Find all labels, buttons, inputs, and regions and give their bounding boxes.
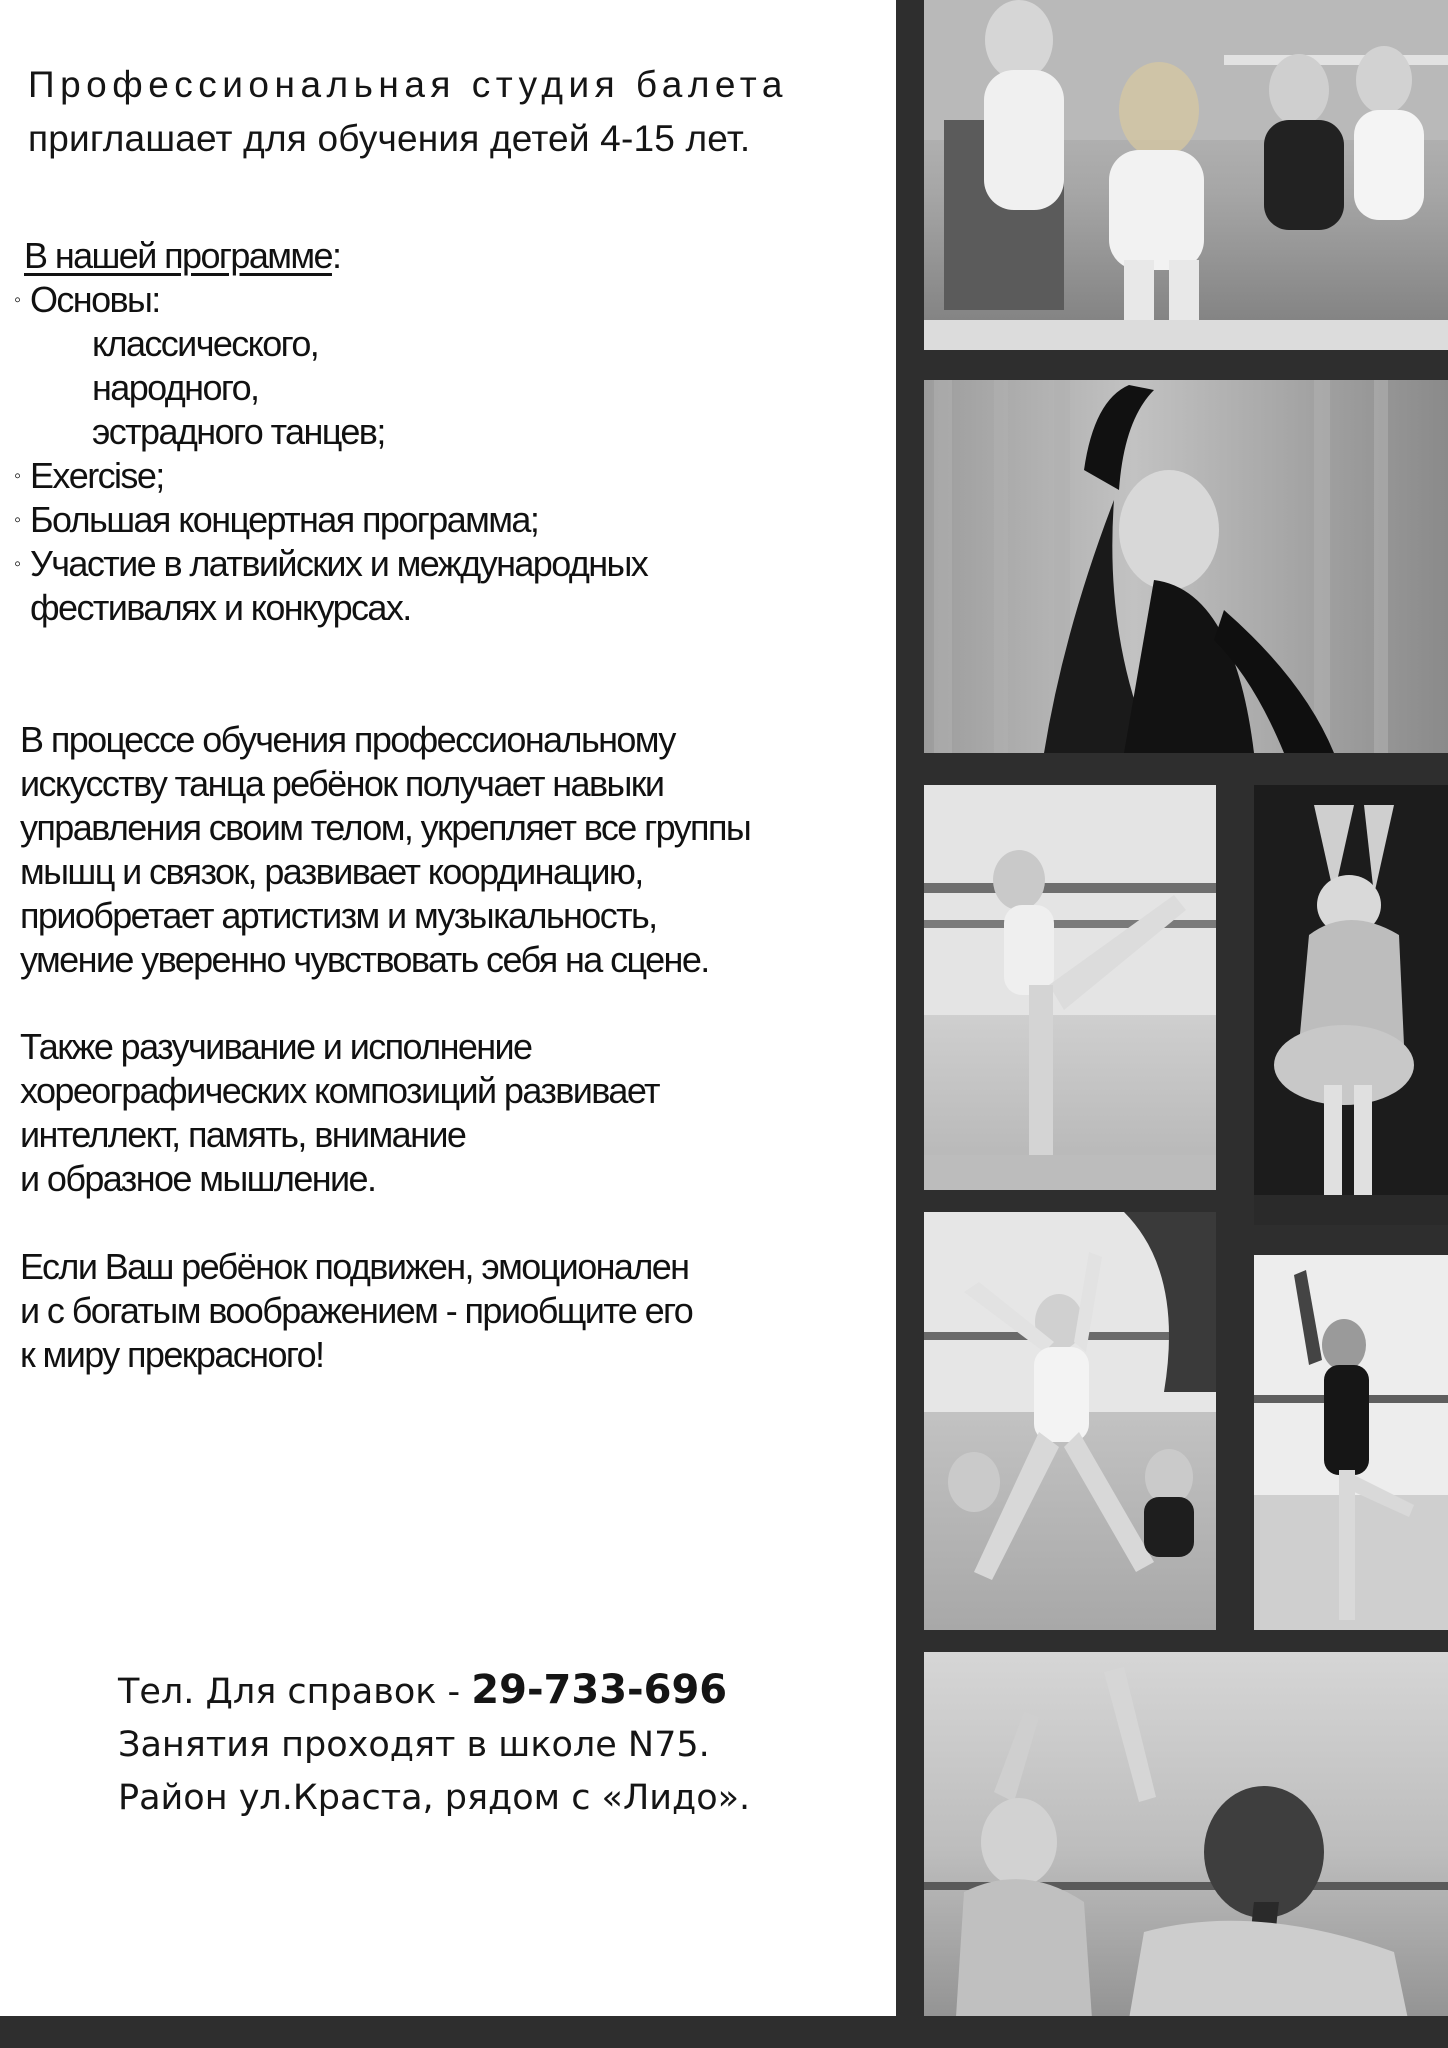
paragraph-line: искусству танца ребёнок получает навыки xyxy=(20,763,664,804)
paragraph-line: и с богатым воображением - приобщите его xyxy=(20,1290,693,1331)
heading-line-1: Профессиональная студия балета xyxy=(28,64,788,105)
studio-heading xyxy=(28,58,888,166)
program-list xyxy=(14,234,874,630)
program-item-festivals xyxy=(14,542,874,586)
program-item-concert xyxy=(14,498,874,542)
program-subitem-classical: классического, xyxy=(92,323,319,364)
program-item-exercise xyxy=(14,454,874,498)
paragraph-line: В процессе обучения профессиональному xyxy=(20,719,675,760)
bullet-icon: ◦ xyxy=(14,465,22,487)
program-title-colon: : xyxy=(331,235,341,276)
photo-girl-arm-raised-image xyxy=(924,380,1448,753)
school-line: Занятия проходят в школе N75. xyxy=(118,1725,710,1765)
location-line: Район ул.Краста, рядом с «Лидо». xyxy=(118,1778,751,1818)
photo-window-barre-image xyxy=(1254,1255,1448,1630)
photo-girl-arm-raised xyxy=(924,380,1448,753)
photo-class-jump xyxy=(924,1212,1216,1630)
program-title-text: В нашей программе xyxy=(24,235,332,276)
paragraph-line: хореографических композиций развивает xyxy=(20,1070,659,1111)
paragraph-line: интеллект, память, внимание xyxy=(20,1114,466,1155)
phone-line xyxy=(118,1664,878,1719)
photo-barre-stretch-image xyxy=(924,785,1216,1190)
program-item-exercise-label: Exercise; xyxy=(30,455,164,496)
program-subitem-estrada: эстрадного танцев; xyxy=(92,411,385,452)
program-item-basics xyxy=(14,278,874,322)
bullet-icon: ◦ xyxy=(14,553,22,575)
paragraph-line: и образное мышление. xyxy=(20,1158,376,1199)
photo-port-de-bras-image xyxy=(924,1652,1448,2048)
paragraph-line: умение уверенно чувствовать себя на сцене. xyxy=(20,939,709,980)
paragraph-line: Если Ваш ребёнок подвижен, эмоционален xyxy=(20,1246,689,1287)
photo-window-barre xyxy=(1254,1255,1448,1630)
paragraph-benefits xyxy=(20,718,880,982)
program-item-festivals-label: Участие в латвийских и международных xyxy=(30,543,648,584)
paragraph-choreography xyxy=(20,1025,880,1201)
photo-stage-performance-image xyxy=(1254,785,1448,1225)
contact-info xyxy=(118,1664,878,1825)
paragraph-line: Также разучивание и исполнение xyxy=(20,1026,532,1067)
photo-girls-sitting xyxy=(924,0,1448,350)
phone-prefix: Тел. Для справок - xyxy=(118,1672,472,1712)
program-item-basics-label: Основы: xyxy=(30,279,160,320)
heading-line-2: приглашает для обучения детей 4-15 лет. xyxy=(28,118,751,159)
photo-girls-sitting-image xyxy=(924,0,1448,350)
paragraph-line: мышц и связок, развивает координацию, xyxy=(20,851,643,892)
photo-port-de-bras xyxy=(924,1652,1448,2048)
bullet-icon: ◦ xyxy=(14,509,22,531)
program-title xyxy=(14,234,874,278)
program-item-concert-label: Большая концертная программа; xyxy=(30,499,539,540)
program-subitem-folk: народного, xyxy=(92,367,259,408)
paragraph-line: к миру прекрасного! xyxy=(20,1334,324,1375)
paragraph-line: управления своим телом, укрепляет все группы xyxy=(20,807,751,848)
bottom-frame-bar xyxy=(0,2016,1448,2048)
phone-number[interactable]: 29-733-696 xyxy=(471,1667,728,1713)
photo-barre-stretch xyxy=(924,785,1216,1190)
photo-stage-performance xyxy=(1254,785,1448,1225)
paragraph-line: приобретает артистизм и музыкальность, xyxy=(20,895,657,936)
paragraph-invitation xyxy=(20,1245,880,1377)
bullet-icon: ◦ xyxy=(14,289,22,311)
program-item-festivals-continuation: фестивалях и конкурсах. xyxy=(30,587,411,628)
photo-class-jump-image xyxy=(924,1212,1216,1630)
photo-column xyxy=(896,0,1448,2048)
